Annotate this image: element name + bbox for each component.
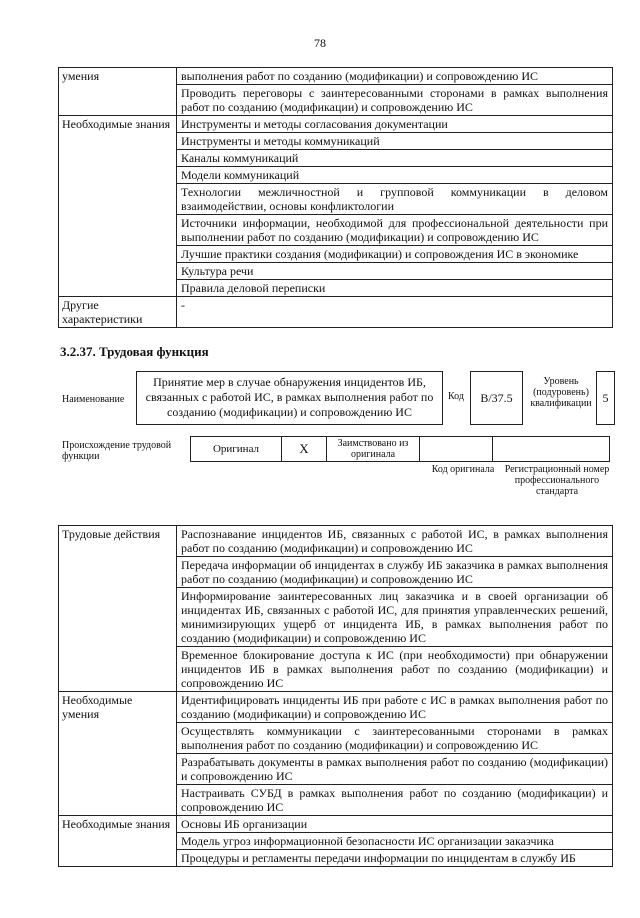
row-label: Необходимые умения bbox=[59, 692, 177, 816]
name-label: Наименование bbox=[62, 394, 125, 405]
table-cell: Проводить переговоры с заинтересованными сторонами в рамках выполнения работ по созданию (модификации) и сопровождению ИС bbox=[177, 85, 613, 116]
table-cell: Модель угроз информационной безопасности ИС организации заказчика bbox=[177, 833, 613, 850]
table-cell: Культура речи bbox=[177, 263, 613, 280]
table-cell: Технологии межличностной и групповой коммуникации в деловом взаимодействии, основы конфликтологии bbox=[177, 184, 613, 215]
table-cell: Лучшие практики создания (модификации) и сопровождения ИС в экономике bbox=[177, 246, 613, 263]
row-label: умения bbox=[59, 68, 177, 116]
table-cell: Процедуры и регламенты передачи информации по инцидентам в службу ИБ bbox=[177, 850, 613, 867]
borrowed-cell: Заимствовано из оригинала bbox=[326, 436, 420, 462]
table-cell: выполнения работ по созданию (модификации) и сопровождению ИС bbox=[177, 68, 613, 85]
function-name-box: Принятие мер в случае обнаружения инцидентов ИБ, связанных с работой ИС, в рамках выполнения работ по созданию (модификации) и сопровождению ИС bbox=[136, 371, 443, 425]
table-cell: Временное блокирование доступа к ИС (при необходимости) при обнаружении инцидентов ИБ в рамках выполнения работ по созданию (модификации) и сопровождению ИС bbox=[177, 647, 613, 692]
table-row bbox=[59, 116, 613, 133]
table-row bbox=[59, 816, 613, 833]
table-cell: Правила деловой переписки bbox=[177, 280, 613, 297]
origin-label: Происхождение трудовой функции bbox=[62, 440, 172, 462]
row-label: Необходимые знания bbox=[59, 116, 177, 297]
table-cell: Источники информации, необходимой для профессиональной деятельности при выполнении работ по созданию (модификации) и сопровождению ИС bbox=[177, 215, 613, 246]
section-title: 3.2.37. Трудовая функция bbox=[60, 344, 209, 359]
code-label: Код bbox=[448, 391, 464, 402]
table-cell: Осуществлять коммуникации с заинтересованными сторонами в рамках выполнения работ по созданию (модификации) и сопровождению ИС bbox=[177, 723, 613, 754]
table-cell: Передача информации об инцидентах в службу ИБ заказчика в рамках выполнения работ по созданию (модификации) и сопровождению ИС bbox=[177, 557, 613, 588]
original-mark-cell: X bbox=[281, 436, 327, 462]
code-original-caption: Код оригинала bbox=[431, 464, 495, 475]
code-value-box: B/37.5 bbox=[470, 371, 523, 425]
row-label: Другие характеристики bbox=[59, 297, 177, 328]
skills-knowledge-table bbox=[58, 67, 613, 328]
table-cell: Настраивать СУБД в рамках выполнения работ по созданию (модификации) и сопровождению ИС bbox=[177, 785, 613, 816]
table-cell: Каналы коммуникаций bbox=[177, 150, 613, 167]
table-cell: Инструменты и методы согласования документации bbox=[177, 116, 613, 133]
table-row bbox=[59, 692, 613, 723]
table-cell: Инструменты и методы коммуникаций bbox=[177, 133, 613, 150]
code-original-cell bbox=[419, 436, 493, 462]
reg-number-caption: Регистрационный номер профессионального стандарта bbox=[504, 464, 610, 497]
origin-row bbox=[190, 436, 610, 462]
row-label: Трудовые действия bbox=[59, 526, 177, 692]
table-row bbox=[59, 526, 613, 557]
labor-actions-table bbox=[58, 525, 613, 867]
table-row bbox=[59, 297, 613, 328]
reg-number-cell bbox=[492, 436, 610, 462]
level-value-box: 5 bbox=[596, 371, 615, 425]
table-row bbox=[59, 68, 613, 85]
page-number: 78 bbox=[314, 36, 326, 50]
original-cell: Оригинал bbox=[190, 436, 282, 462]
table-cell: - bbox=[177, 297, 613, 328]
table-cell: Идентифицировать инциденты ИБ при работе с ИС в рамках выполнения работ по созданию (модификации) и сопровождению ИС bbox=[177, 692, 613, 723]
table-cell: Информирование заинтересованных лиц заказчика и в своей организации об инцидентах ИБ, связанных с работой ИС, для принятия управленческих решений, минимизирующих ущерб от инцидента ИБ, в рамках выполнения работ по созданию (модификации) и сопровождению ИС bbox=[177, 588, 613, 647]
table-cell: Разрабатывать документы в рамках выполнения работ по созданию (модификации) и сопровождению ИС bbox=[177, 754, 613, 785]
table-cell: Распознавание инцидентов ИБ, связанных с работой ИС, в рамках выполнения работ по созданию (модификации) и сопровождению ИС bbox=[177, 526, 613, 557]
row-label: Необходимые знания bbox=[59, 816, 177, 867]
level-label: Уровень (подуровень) квалификации bbox=[530, 376, 592, 409]
table-cell: Модели коммуникаций bbox=[177, 167, 613, 184]
table-cell: Основы ИБ организации bbox=[177, 816, 613, 833]
